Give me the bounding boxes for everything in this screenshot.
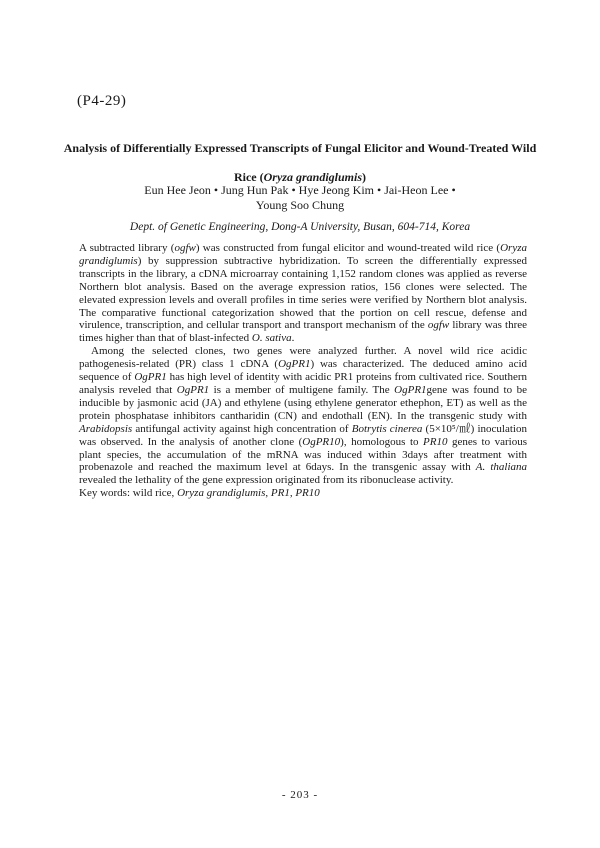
- italic-text-run: Oryza grandiglumis: [79, 242, 527, 267]
- italic-text-run: PR1, PR10: [270, 487, 320, 500]
- abstract-paragraph-2: [79, 345, 527, 487]
- italic-text-run: Botrytis cinerea: [351, 422, 423, 435]
- title-prefix: Rice (: [233, 170, 264, 184]
- text-run: revealed the lethality of the gene expression originated from its ribonuclease activity.: [79, 474, 454, 487]
- page-number: - 203 -: [281, 789, 319, 801]
- text-run: has high level of identity with acidic PR1 proteins from cultivated rice. Southern analysis reveled that: [79, 371, 527, 396]
- text-run: Among the selected clones, two genes were analyzed further. A novel wild rice acidic pathogenesis-related (PR) class 1 cDNA (: [79, 345, 527, 371]
- italic-text-run: Oryza grandiglumis: [177, 487, 266, 500]
- text-run: Key words: wild rice,: [79, 487, 178, 500]
- text-run: ) was characterized. The deduced amino acid sequence of: [79, 358, 528, 384]
- keywords: [79, 487, 527, 500]
- text-run: ) was constructed from fungal elicitor and wound-treated wild rice (: [195, 242, 501, 254]
- authors-line-1: Eun Hee Jeon • Jung Hun Pak • Hye Jeong Kim • Jai-Heon Lee •: [144, 183, 456, 197]
- affiliation: Dept. of Genetic Engineering, Dong-A University, Busan, 604-714, Korea: [129, 221, 471, 233]
- text-run: ) by suppression subtractive hybridization. To screen the differentially expressed transcripts in the library, a cDNA microarray containing 1,152 random clones was applied as reverse Northern blot analysis. Based on the average expression ratios, 156 clones were selected. The elevated expression levels and overall profiles in time series were verified by Northern blot analysis. The comparative functional categorization showed that the portion on cell rescue, defense and virulence, transcription, and cellular transport and transport mechanism of the: [79, 254, 527, 332]
- text-run: (5×10⁵/㎖) inoculation was observed. In the analysis of another clone (: [79, 422, 527, 448]
- text-run: .: [291, 332, 295, 345]
- italic-text-run: OgPR1: [394, 383, 427, 396]
- title-species: Oryza grandiglumis: [263, 170, 362, 184]
- italic-text-run: OgPR1: [176, 383, 210, 396]
- title-line-1: Analysis of Differentially Expressed Transcripts of Fungal Elicitor and Wound-Treated Wild: [63, 141, 537, 155]
- italic-text-run: ogfw: [174, 242, 196, 254]
- italic-text-run: O. sativa: [251, 332, 292, 345]
- italic-text-run: OgPR1: [134, 371, 167, 384]
- text-run: antifungal activity against high concentration of: [132, 422, 352, 435]
- italic-text-run: OgPR1: [278, 358, 311, 371]
- text-run: ), homologous to: [340, 435, 424, 448]
- italic-text-run: A. thaliana: [475, 461, 527, 474]
- authors-line-2: Young Soo Chung: [255, 198, 345, 212]
- session-code: (P4-29): [77, 93, 127, 109]
- text-run: gene was found to be inducible by jasmonic acid (JA) and ethylene (using ethylene generator ethephon, ET) as well as the protein phosphatase inhibitors cantharidin (CN) and endothall (EN). In the transgenic study with: [79, 383, 527, 422]
- text-run: library was three times higher than that of blast-infected: [79, 319, 527, 345]
- italic-text-run: ogfw: [427, 319, 450, 332]
- italic-text-run: PR10: [423, 435, 448, 448]
- italic-text-run: OgPR10: [302, 435, 341, 448]
- abstract-paragraph-1: [79, 242, 527, 345]
- text-run: genes to various plant species, the accumulation of the mRNA was induced within 3days after treatment with probenazole and reached the maximum level at 6days. In the transgenic assay with: [79, 435, 527, 474]
- abstract-body: [79, 242, 527, 500]
- author-list: [60, 183, 540, 213]
- text-run: is a member of multigene family. The: [209, 383, 395, 396]
- title-suffix: ): [362, 170, 366, 184]
- italic-text-run: Arabidopsis: [79, 422, 133, 435]
- text-run: A subtracted library (: [79, 242, 175, 254]
- text-run: ,: [265, 487, 271, 500]
